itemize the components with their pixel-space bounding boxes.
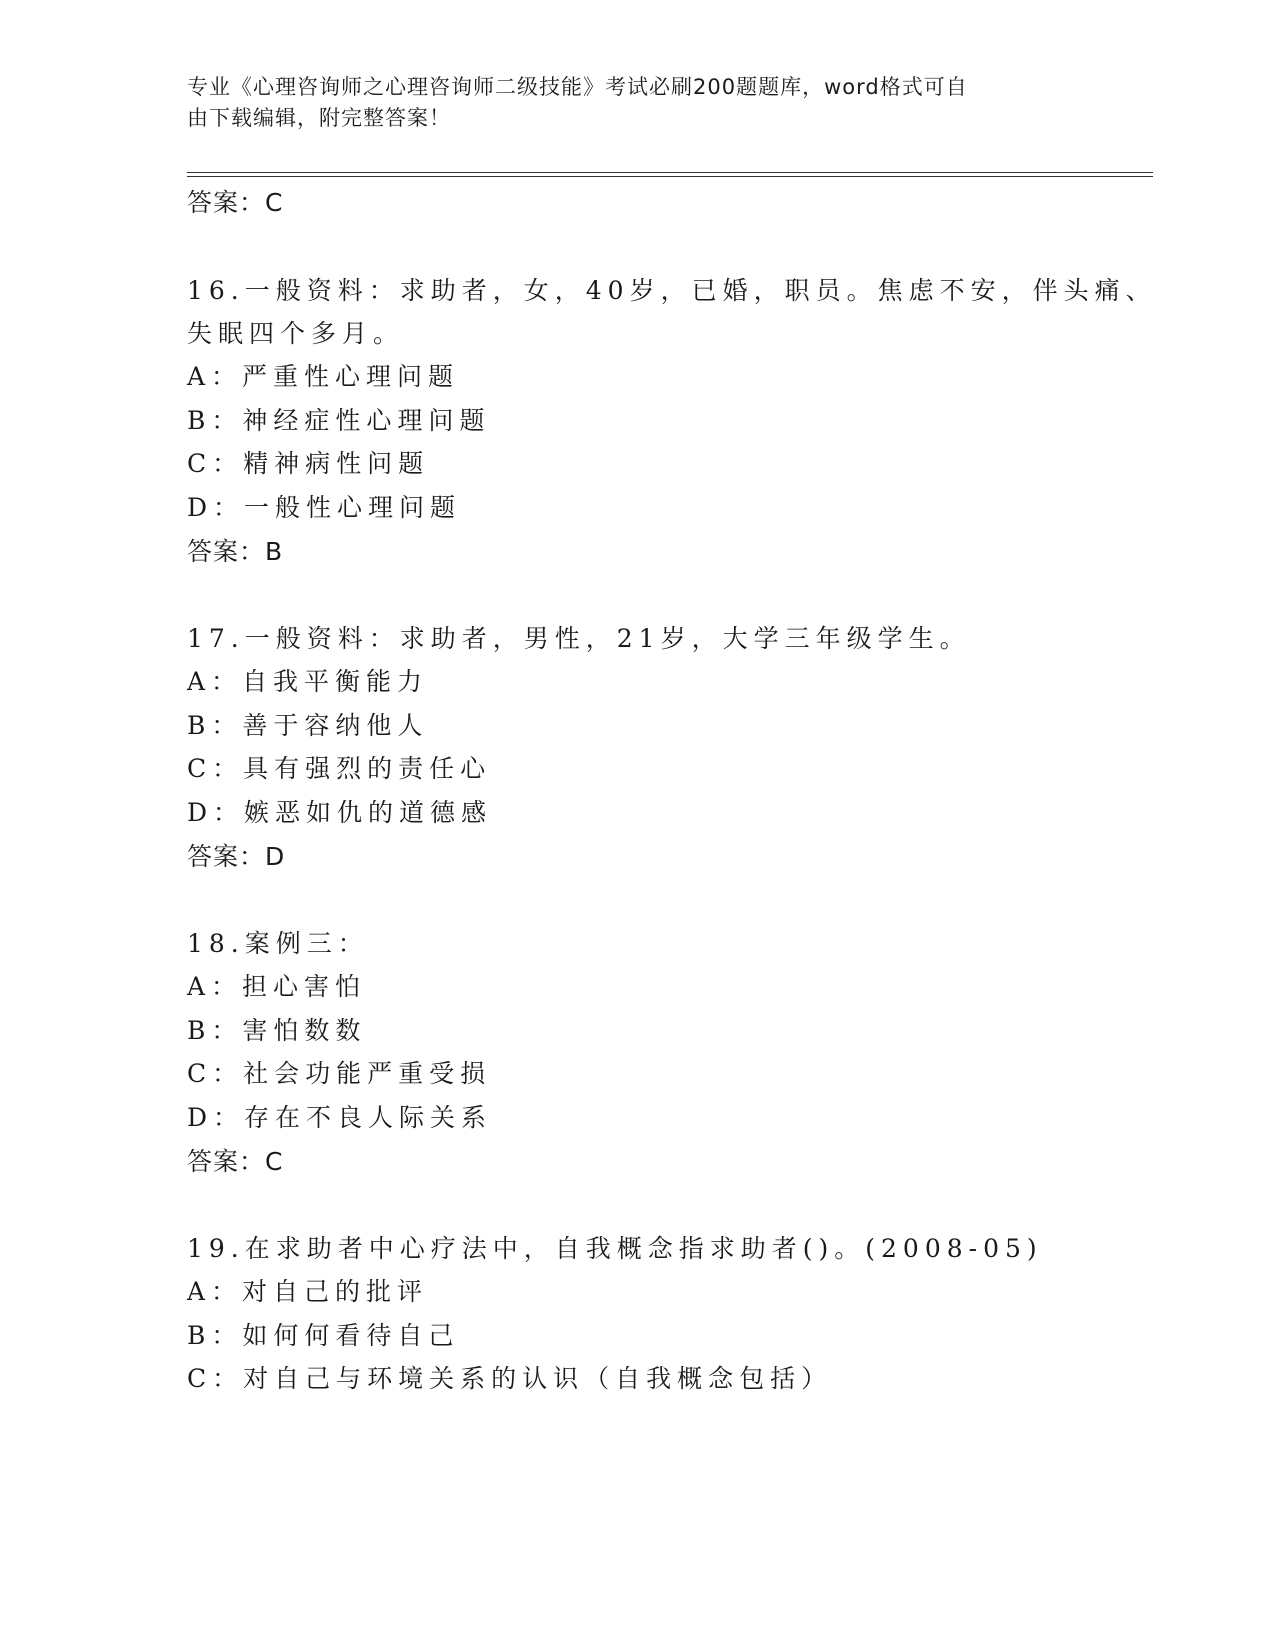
- question-17-option-b: B：善于容纳他人: [187, 711, 429, 740]
- question-18-option-a: A：担心害怕: [187, 972, 367, 1001]
- question-16-option-c: C：精神病性问题: [187, 449, 430, 478]
- question-18-answer: 答案：C: [187, 1147, 284, 1176]
- question-18-stem: 18.案例三：: [187, 929, 369, 958]
- question-18-option-d: D：存在不良人际关系: [187, 1103, 493, 1132]
- header-rule-top: [187, 172, 1153, 173]
- question-17-option-a: A：自我平衡能力: [187, 667, 429, 696]
- question-16-stem-line-1: 16.一般资料：求助者，女，40岁，已婚，职员。焦虑不安，伴头痛、: [187, 276, 1157, 305]
- answer-previous: 答案：C: [187, 188, 284, 217]
- question-17-option-d: D：嫉恶如仇的道德感: [187, 798, 493, 827]
- question-16-option-b: B：神经症性心理问题: [187, 406, 491, 435]
- question-18-option-b: B：害怕数数: [187, 1016, 367, 1045]
- header-line-2: 由下载编辑，附完整答案！: [187, 106, 451, 130]
- question-16-answer: 答案：B: [187, 537, 284, 566]
- question-16-option-d: D：一般性心理问题: [187, 493, 462, 522]
- question-18-option-c: C：社会功能严重受损: [187, 1059, 492, 1088]
- question-19-option-b: B：如何何看待自己: [187, 1321, 460, 1350]
- question-19-option-a: A：对自己的批评: [187, 1277, 429, 1306]
- document-header: [187, 72, 1067, 134]
- question-17-option-c: C：具有强烈的责任心: [187, 754, 492, 783]
- question-17-answer: 答案：D: [187, 842, 286, 871]
- question-19-option-c: C：对自己与环境关系的认识（自我概念包括）: [187, 1364, 833, 1393]
- question-16-stem-line-2: 失眠四个多月。: [187, 319, 405, 348]
- header-line-1: 专业《心理咨询师之心理咨询师二级技能》考试必刷200题题库，word格式可自: [187, 75, 968, 99]
- question-17-stem: 17.一般资料：求助者，男性，21岁，大学三年级学生。: [187, 624, 971, 653]
- question-19-stem: 19.在求助者中心疗法中，自我概念指求助者()。(2008-05): [187, 1234, 1043, 1263]
- header-rule-bottom: [187, 176, 1153, 177]
- question-16-option-a: A：严重性心理问题: [187, 362, 460, 391]
